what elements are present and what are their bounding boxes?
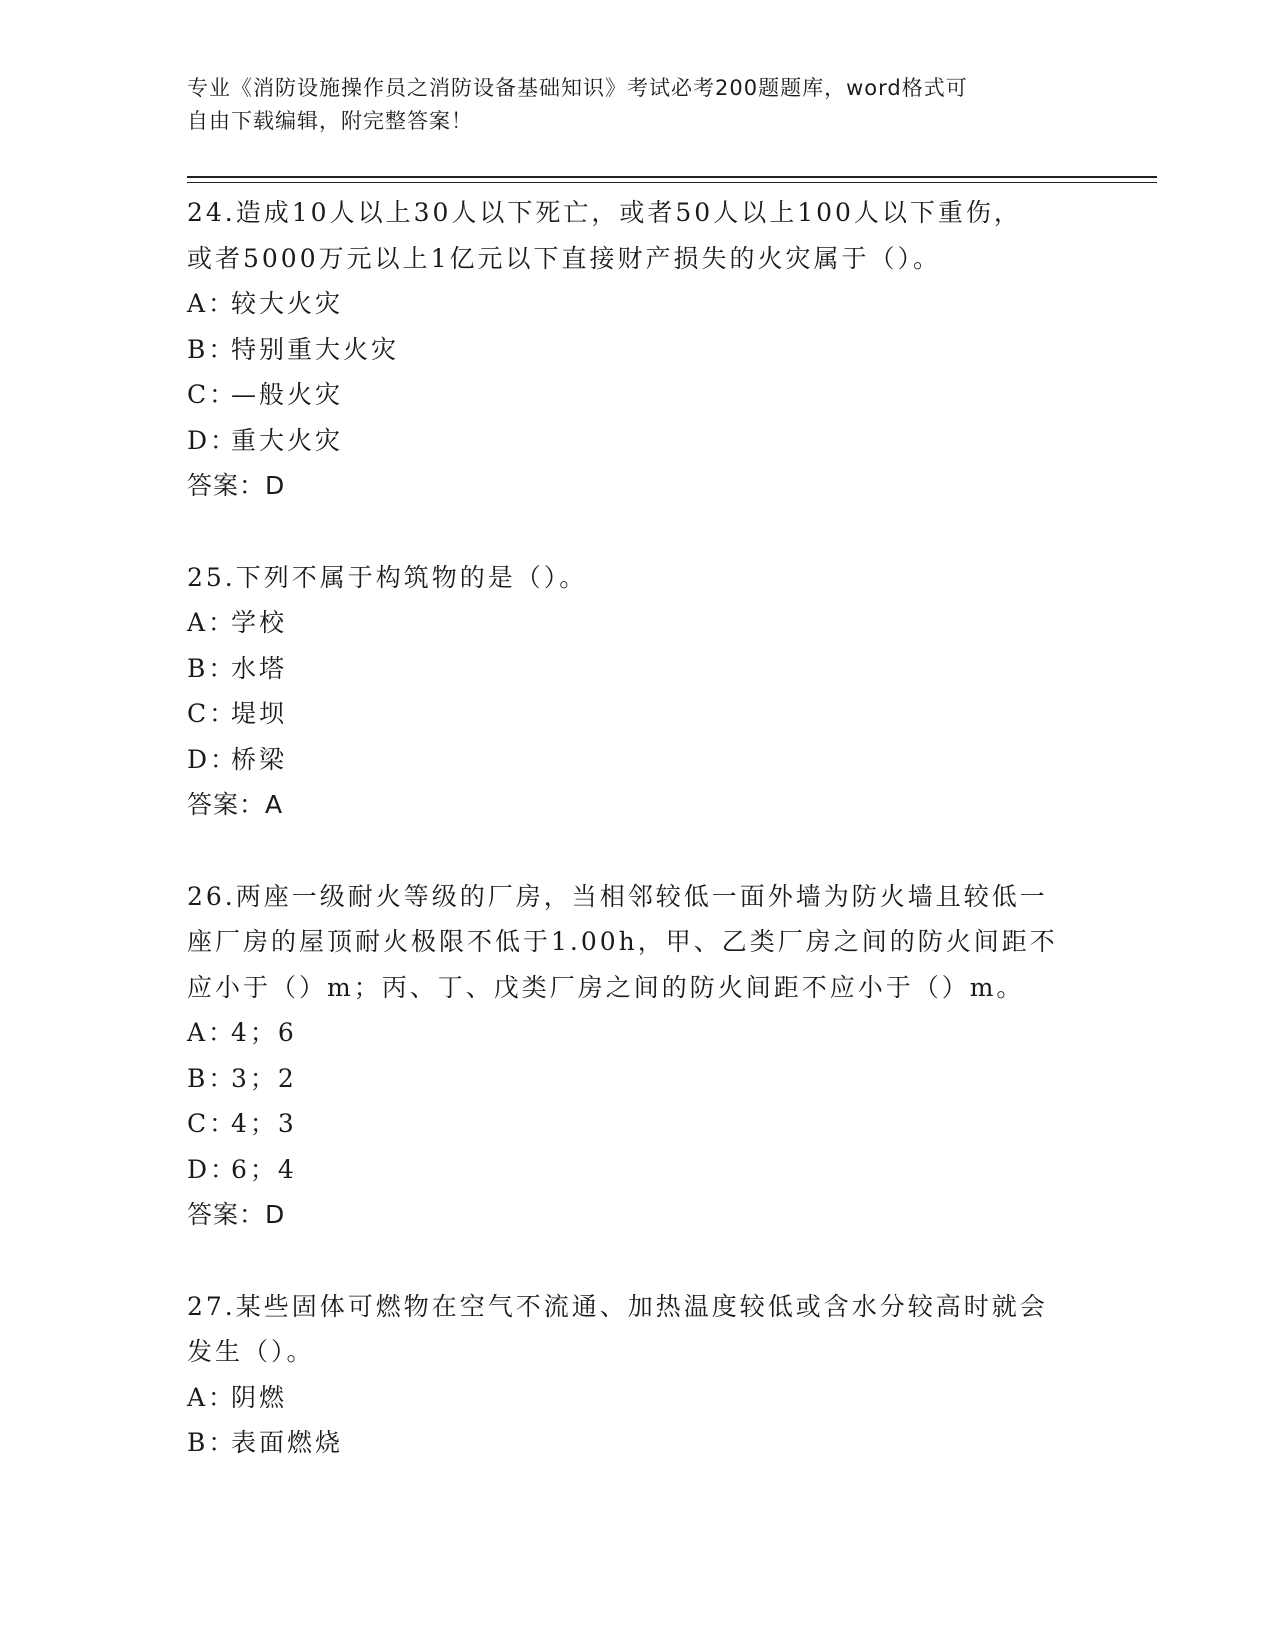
option-b (187, 1420, 1087, 1466)
question-stem-line: 或者5000万元以上1亿元以下直接财产损失的火灾属于（）。 (187, 243, 942, 273)
option-key: B： (187, 1063, 237, 1093)
option-d (187, 418, 1087, 464)
option-key: B： (187, 653, 237, 683)
option-text: 特别重大火灾 (231, 334, 400, 364)
option-text: 6；4 (231, 1154, 297, 1184)
answer-line: 答案：D (187, 471, 286, 500)
option-key: A： (187, 1018, 237, 1047)
option-d (187, 737, 1087, 783)
option-text: 4；6 (231, 1018, 297, 1047)
option-b (187, 1056, 1087, 1102)
question-24 (187, 190, 1087, 509)
option-text: 堤坝 (231, 699, 288, 728)
header-line-1: 专业《消防设施操作员之消防设备基础知识》考试必考200题题库，word格式可 (187, 76, 968, 100)
option-a (187, 281, 1087, 327)
option-text: 表面燃烧 (231, 1428, 344, 1457)
option-text: 3；2 (231, 1063, 297, 1093)
option-a (187, 1010, 1087, 1056)
option-text: 较大火灾 (231, 289, 344, 318)
option-b (187, 327, 1087, 373)
option-a (187, 1375, 1087, 1421)
question-26 (187, 874, 1087, 1238)
option-text: —般火灾 (231, 380, 344, 409)
option-key: B： (187, 334, 237, 364)
option-key: C： (187, 380, 238, 409)
option-key: D： (187, 744, 239, 774)
question-27 (187, 1284, 1087, 1466)
option-text: 桥梁 (231, 744, 288, 774)
option-key: D： (187, 1154, 239, 1184)
question-list (187, 190, 1087, 1512)
header-divider-thick (187, 176, 1157, 178)
question-stem-line: 27.某些固体可燃物在空气不流通、加热温度较低或含水分较高时就会 (187, 1291, 1048, 1321)
option-b (187, 646, 1087, 692)
option-d (187, 1147, 1087, 1193)
question-stem-line: 25.下列不属于构筑物的是（）。 (187, 562, 588, 592)
option-text: 4；3 (231, 1109, 297, 1138)
option-key: A： (187, 289, 237, 318)
option-text: 重大火灾 (231, 425, 344, 455)
option-c (187, 372, 1087, 418)
header-divider-thin (187, 182, 1157, 183)
question-25 (187, 555, 1087, 828)
header-line-2: 自由下载编辑，附完整答案！ (187, 109, 473, 133)
option-key: C： (187, 699, 238, 728)
option-a (187, 600, 1087, 646)
question-stem-line: 发生（）。 (187, 1337, 315, 1366)
option-key: C： (187, 1109, 238, 1138)
question-stem-line: 应小于（）m；丙、丁、戊类厂房之间的防火间距不应小于（）m。 (187, 972, 1025, 1002)
question-stem-line: 座厂房的屋顶耐火极限不低于1.00h，甲、乙类厂房之间的防火间距不 (187, 927, 1058, 956)
option-text: 水塔 (231, 653, 288, 683)
option-key: B： (187, 1428, 237, 1457)
option-text: 阴燃 (231, 1382, 288, 1412)
option-key: A： (187, 1382, 237, 1412)
document-header (187, 72, 1067, 138)
option-c (187, 1101, 1087, 1147)
option-text: 学校 (231, 608, 288, 637)
answer-line: 答案：D (187, 1200, 286, 1229)
question-stem-line: 24.造成10人以上30人以下死亡，或者50人以上100人以下重伤， (187, 198, 1022, 227)
question-stem-line: 26.两座一级耐火等级的厂房，当相邻较低一面外墙为防火墙且较低一 (187, 881, 1048, 911)
option-c (187, 691, 1087, 737)
answer-line: 答案：A (187, 790, 284, 819)
option-key: D： (187, 425, 239, 455)
option-key: A： (187, 608, 237, 637)
